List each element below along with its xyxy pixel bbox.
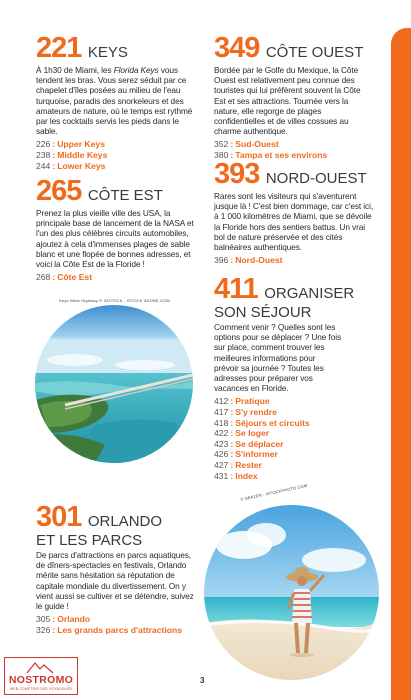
photo-caption: Keys West Highway © IG3TOCK - ISTOCK ADOBE.COM (59, 298, 171, 303)
mountain-icon (5, 659, 76, 675)
section-page-number: 411 (214, 273, 258, 305)
section-organiser (214, 275, 384, 481)
section-nord-ouest (214, 160, 384, 266)
chapter-link[interactable]: 422 : Se loger (214, 428, 270, 439)
section-orlando (36, 503, 194, 635)
section-title: CÔTE OUEST (265, 44, 364, 61)
chapter-link[interactable]: 427 : Rester (214, 459, 262, 470)
section-page-number: 393 (214, 158, 260, 190)
section-heading (214, 34, 384, 63)
section-description: De parcs d'attractions en parcs aquatiques, de dîners-spectacles en festivals, Orlando mérite sans hésitation sa réputation de capitale mondiale du divertissement. On y vient aussi se cultiver et se détendre, suivez le guide ! (36, 550, 194, 612)
section-page-number: 349 (214, 32, 260, 64)
section-description: Comment venir ? Quelles sont les options pour se déplacer ? Une fois sur place, comment trouver les meilleures informations pour prévoir sa journée ? Toutes les adresses pour préparer vos vacances en Floride. (214, 322, 342, 394)
chapter-link[interactable]: 412 : Pratique (214, 396, 270, 407)
chapter-links (214, 255, 384, 266)
section-heading (36, 34, 194, 63)
photo-credit: © SBAZEN - ISTOCKPHOTO.COM (240, 482, 308, 502)
section-page-number: 221 (36, 32, 82, 64)
keys-highway-image (35, 305, 193, 463)
chapter-link[interactable]: 418 : Séjours et circuits (214, 417, 310, 428)
section-title: NORD-OUEST (265, 170, 367, 187)
chapter-link[interactable]: 244 : Lower Keys (36, 160, 106, 171)
section-heading (36, 503, 194, 532)
chapter-links (36, 272, 194, 283)
chapter-link[interactable]: 326 : Les grands parcs d'attractions (36, 624, 183, 635)
section-cote-est (36, 177, 194, 283)
nostromo-logo: NOSTROMO WEB COMPTOIR DES VOYAGEURS (4, 657, 78, 695)
beach-woman-image (204, 505, 379, 680)
section-heading (36, 177, 194, 206)
section-heading (214, 275, 384, 304)
chapter-link[interactable]: 305 : Orlando (36, 614, 91, 625)
chapter-link[interactable]: 238 : Middle Keys (36, 150, 108, 161)
section-title-line2: SON SÉJOUR (214, 304, 312, 321)
section-title: ORGANISER (264, 285, 355, 302)
chapter-link[interactable]: 268 : Côte Est (36, 272, 93, 283)
chapter-link[interactable]: 380 : Tampa et ses environs (214, 150, 328, 161)
beach-woman-photo (204, 505, 379, 680)
section-tab (391, 28, 411, 700)
chapter-links (36, 139, 194, 171)
page-number: 3 (200, 676, 205, 685)
section-title: KEYS (87, 44, 128, 61)
chapter-link[interactable]: 352 : Sud-Ouest (214, 139, 279, 150)
keys-highway-photo (35, 305, 193, 463)
section-description: Bordée par le Golfe du Mexique, la Côte Ouest est relativement peu connue des touristes qui lui préfèrent souvent la Côte Est et ses attractions. Tournée vers la nature, elle regorge de plages confidentielles et de villes cossues au charme authentique. (214, 65, 361, 137)
section-heading (214, 160, 384, 189)
chapter-link[interactable]: 417 : S'y rendre (214, 407, 277, 418)
section-description: Rares sont les visiteurs qui s'aventurent jusque là ! C'est bien dommage, car c'est ici, à 1 000 kilomètres de Miami, que se dévoile la Floride hors des sentiers battus. Un vrai bol de nature préservée et des cités balnéaires authentiques. (214, 191, 374, 253)
section-cote-ouest (214, 34, 384, 161)
chapter-links (36, 614, 194, 635)
chapter-link[interactable]: 431 : Index (214, 470, 258, 481)
section-title: CÔTE EST (87, 187, 163, 204)
chapter-link[interactable]: 226 : Upper Keys (36, 139, 105, 150)
section-title: ORLANDO (87, 513, 163, 530)
section-page-number: 301 (36, 501, 82, 533)
chapter-link[interactable]: 423 : Se déplacer (214, 438, 284, 449)
section-description: À 1h30 de Miami, les Florida Keys vous tendent les bras. Vous serez séduit par ce chapelet d'îles posées au milieu de l'eau turquoise, paradis des snorkeleurs et des amateurs de nature, où le temps est rythmé par les cocktails servis les pieds dans le sable. (36, 65, 193, 137)
section-keys (36, 34, 194, 171)
section-title-line2: ET LES PARCS (36, 532, 143, 549)
chapter-link[interactable]: 396 : Nord-Ouest (214, 255, 283, 266)
chapter-link[interactable]: 426 : S'informer (214, 449, 278, 460)
section-description: Prenez la plus vieille ville des USA, la principale base de lancement de la NASA et l'un des plus célèbres circuits automobiles, ajoutez à cela d'immenses plages de sable blanc et une flopée de bonnes adresses, et voici la Côte Est de la Floride ! (36, 208, 194, 270)
section-page-number: 265 (36, 175, 82, 207)
chapter-links (214, 396, 384, 481)
